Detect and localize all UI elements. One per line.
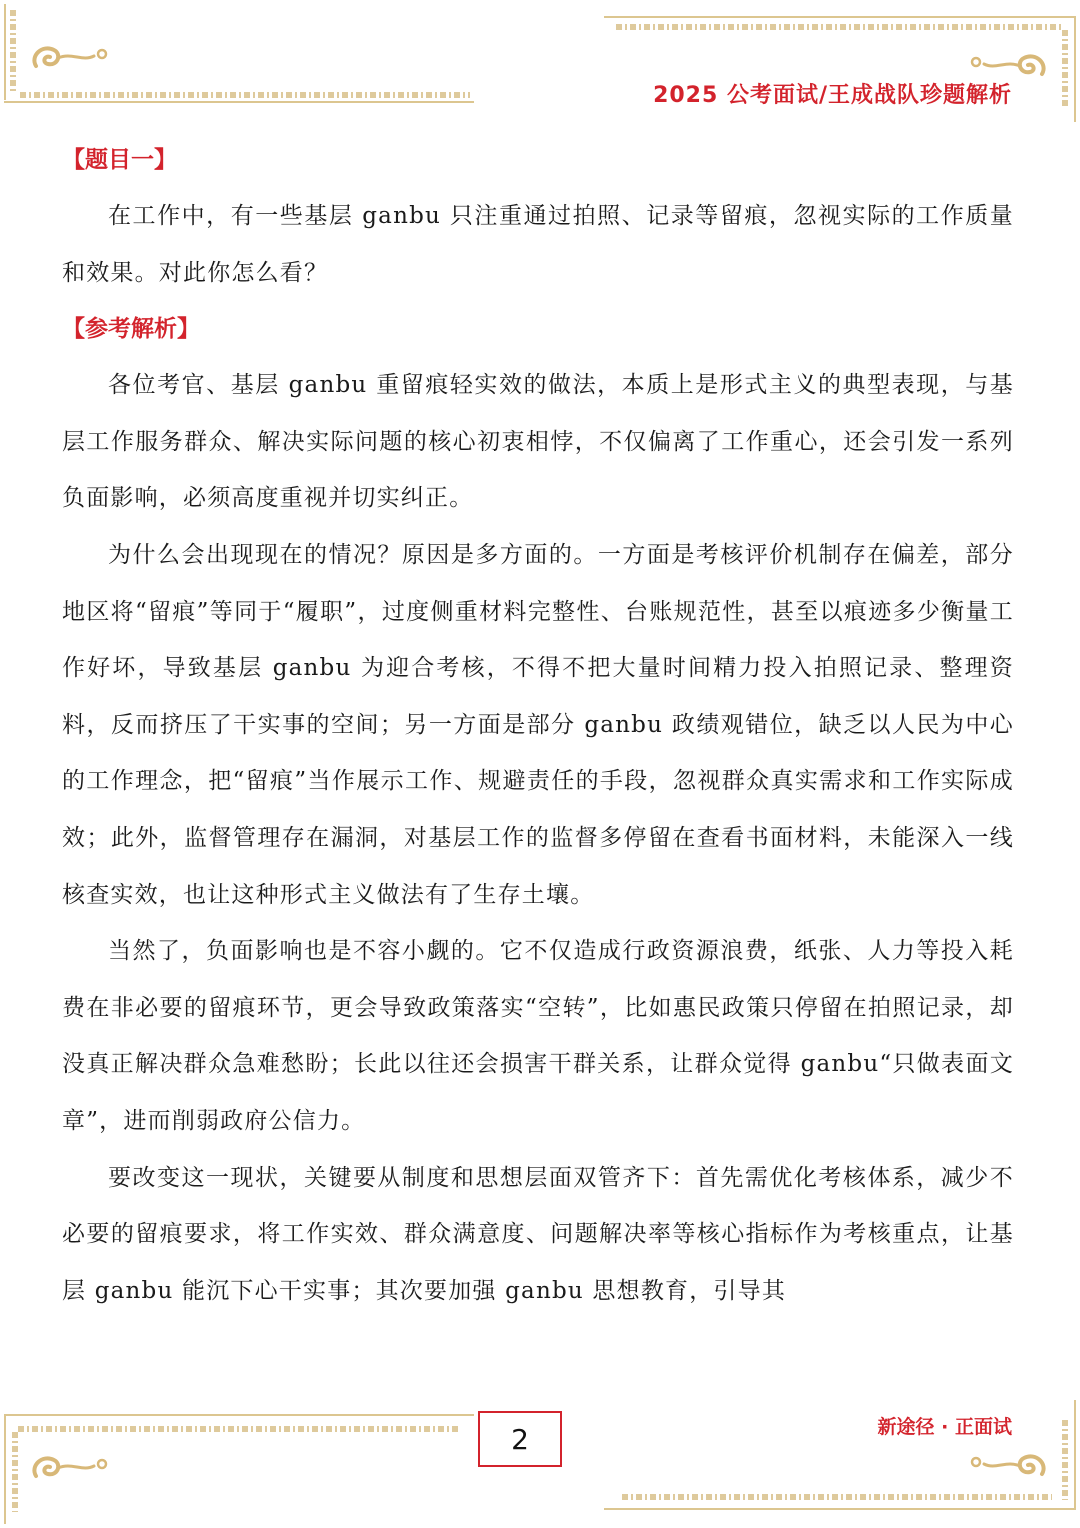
analysis-paragraph: 当然了，负面影响也是不容小觑的。它不仅造成行政资源浪费，纸张、人力等投入耗费在非必要的留痕环节，更会导致政策落实“空转”，比如惠民政策只停留在拍照记录，却没真正解决群众急难愁盼；长此以往还会损害干群关系，让群众觉得 ganbu“只做表面文章”，进而削弱政府公信力。 [62,938,1014,1134]
top-left-frieze-vertical [10,10,16,94]
bottom-right-frieze [622,1494,1052,1500]
bottom-left-frieze-vertical [12,1432,18,1512]
page-number: 2 [478,1411,562,1467]
bottom-left-border-vertical [4,1414,6,1524]
bottom-left-cloud-ornament [28,1448,118,1488]
analysis-heading: 【参考解析】 [62,315,200,343]
top-left-cloud-ornament [28,38,118,78]
question-text: 在工作中，有一些基层 ganbu 只注重通过拍照、记录等留痕，忽视实际的工作质量和效果。对此你怎么看？ [62,203,1014,286]
bottom-right-cloud-ornament [960,1446,1050,1486]
top-left-border-line [4,101,474,103]
analysis-paragraph: 要改变这一现状，关键要从制度和思想层面双管齐下：首先需优化考核体系，减少不必要的留痕要求，将工作实效、群众满意度、问题解决率等核心指标作为考核重点，让基层 ganbu 能沉下心干实事；其次要加强 ganbu 思想教育，引导其 [62,1164,1014,1304]
bottom-right-border-vertical [1074,1400,1076,1510]
top-right-frieze-vertical [1062,30,1068,106]
bottom-right-border-line [604,1508,1074,1510]
bottom-left-border-line [4,1414,474,1416]
bottom-left-frieze [18,1426,458,1432]
header-title: 2025 公考面试/王成战队珍题解析 [653,83,1012,108]
top-right-border-vertical [1074,16,1076,122]
analysis-paragraph: 各位考官、基层 ganbu 重留痕轻实效的做法，本质上是形式主义的典型表现，与基层工作服务群众、解决实际问题的核心初衷相悖，不仅偏离了工作重心，还会引发一系列负面影响，必须高度重视并切实纠正。 [62,372,1014,512]
question-heading: 【题目一】 [62,146,177,173]
footer-slogan: 新途径 · 正面试 [877,1416,1012,1438]
main-content [62,132,1014,1319]
top-left-frieze [20,92,470,98]
top-right-border-line [604,16,1074,18]
analysis-paragraph: 为什么会出现现在的情况？原因是多方面的。一方面是考核评价机制存在偏差，部分地区将“留痕”等同于“履职”，过度侧重材料完整性、台账规范性，甚至以痕迹多少衡量工作好坏，导致基层 ganbu 为迎合考核，不得不把大量时间精力投入拍照记录、整理资料，反而挤压了干实事的空间；另一方面是部分 ganbu 政绩观错位，缺乏以人民为中心的工作理念，把“留痕”当作展示工作、规避责任的手段，忽视群众真实需求和工作实际成效；此外，监督管理存在漏洞，对基层工作的监督多停留在查看书面材料，未能深入一线核查实效，也让这种形式主义做法有了生存土壤。 [62,541,1014,908]
top-right-frieze [616,24,1062,30]
bottom-right-frieze-vertical [1062,1420,1068,1500]
top-left-border-vertical [4,4,6,100]
